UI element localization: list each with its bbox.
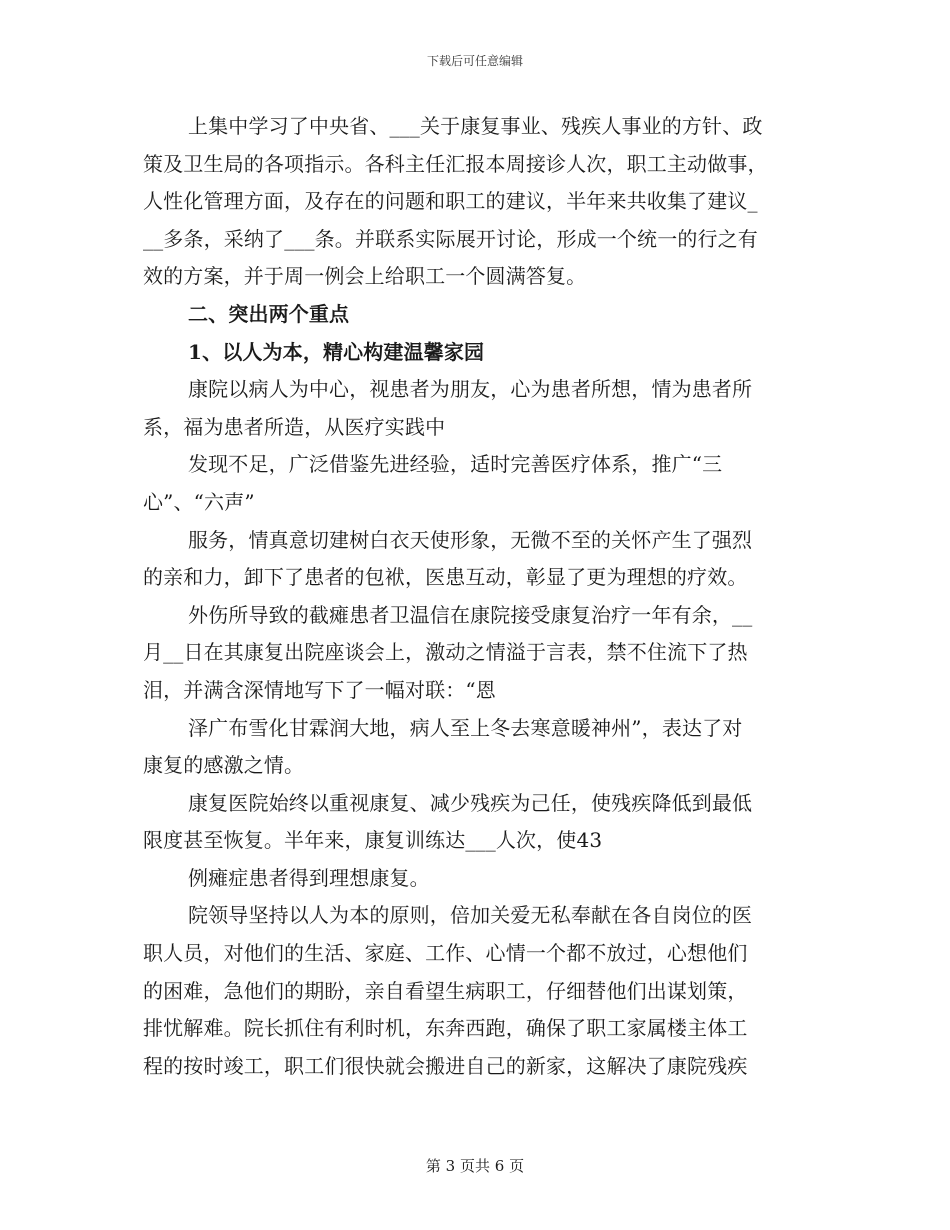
document-body	[143, 108, 807, 1085]
body-line: 限度甚至恢复。半年来，康复训练达___人次，使43	[143, 828, 603, 853]
body-line: 泽广布雪化甘霖润大地，病人至上冬去寒意暖神州”，表达了对	[188, 715, 743, 740]
body-line: __多条，采纳了___条。并联系实际展开讨论，形成一个统一的行之有	[143, 226, 758, 251]
page-header: 下载后可任意编辑	[426, 54, 523, 68]
body-line: 康复医院始终以重视康复、减少残疾为己任，使残疾降低到最低	[188, 790, 753, 815]
body-line: 系，福为患者所造，从医疗实践中	[143, 414, 446, 439]
body-line: 的困难，急他们的期盼，亲自看望生病职工，仔细替他们出谋划策，	[143, 978, 748, 1003]
body-line: 心”、“六声”	[143, 489, 255, 514]
body-line: 程的按时竣工，职工们很快就会搬进自己的新家，这解决了康院残疾	[143, 1053, 748, 1078]
body-line: 康复的感激之情。	[143, 753, 305, 778]
page-footer: 第 3 页共 6 页	[425, 1157, 525, 1175]
body-line: 例瘫症患者得到理想康复。	[188, 865, 430, 890]
body-line: 康院以病人为中心，视患者为朋友，心为患者所想，情为患者所	[188, 377, 753, 402]
body-line: 上集中学习了中央省、___关于康复事业、残疾人事业的方针、政	[188, 114, 763, 138]
body-line: 院领导坚持以人为本的原则，倍加关爱无私奉献在各自岗位的医	[188, 903, 753, 928]
body-line: 发现不足，广泛借鉴先进经验，适时完善医疗体系，推广“三	[188, 452, 723, 477]
body-line: 月__日在其康复出院座谈会上，激动之情溢于言表，禁不住流下了热	[143, 640, 748, 665]
body-line: 的亲和力，卸下了患者的包袱，医患互动，彰显了更为理想的疗效。	[143, 565, 748, 590]
body-line: 职人员，对他们的生活、家庭、工作、心情一个都不放过，心想他们	[143, 941, 748, 966]
subsection-heading: 1、以人为本，精心构建温馨家园	[188, 339, 485, 364]
body-line: 策及卫生局的各项指示。各科主任汇报本周接诊人次，职工主动做事，	[143, 151, 768, 176]
body-line: 效的方案，并于周一例会上给职工一个圆满答复。	[143, 264, 587, 289]
body-line: 人性化管理方面，及存在的问题和职工的建议，半年来共收集了建议_	[143, 189, 758, 214]
body-line: 泪，并满含深情地写下了一幅对联：“恩	[143, 677, 496, 702]
body-line: 排忧解难。院长抓住有利时机，东奔西跑，确保了职工家属楼主体工	[143, 1016, 748, 1041]
body-line: 外伤所导致的截瘫患者卫温信在康院接受康复治疗一年有余，__	[188, 602, 753, 627]
body-line: 服务，情真意切建树白衣天使形象，无微不至的关怀产生了强烈	[188, 527, 753, 552]
section-heading: 二、突出两个重点	[188, 301, 350, 326]
